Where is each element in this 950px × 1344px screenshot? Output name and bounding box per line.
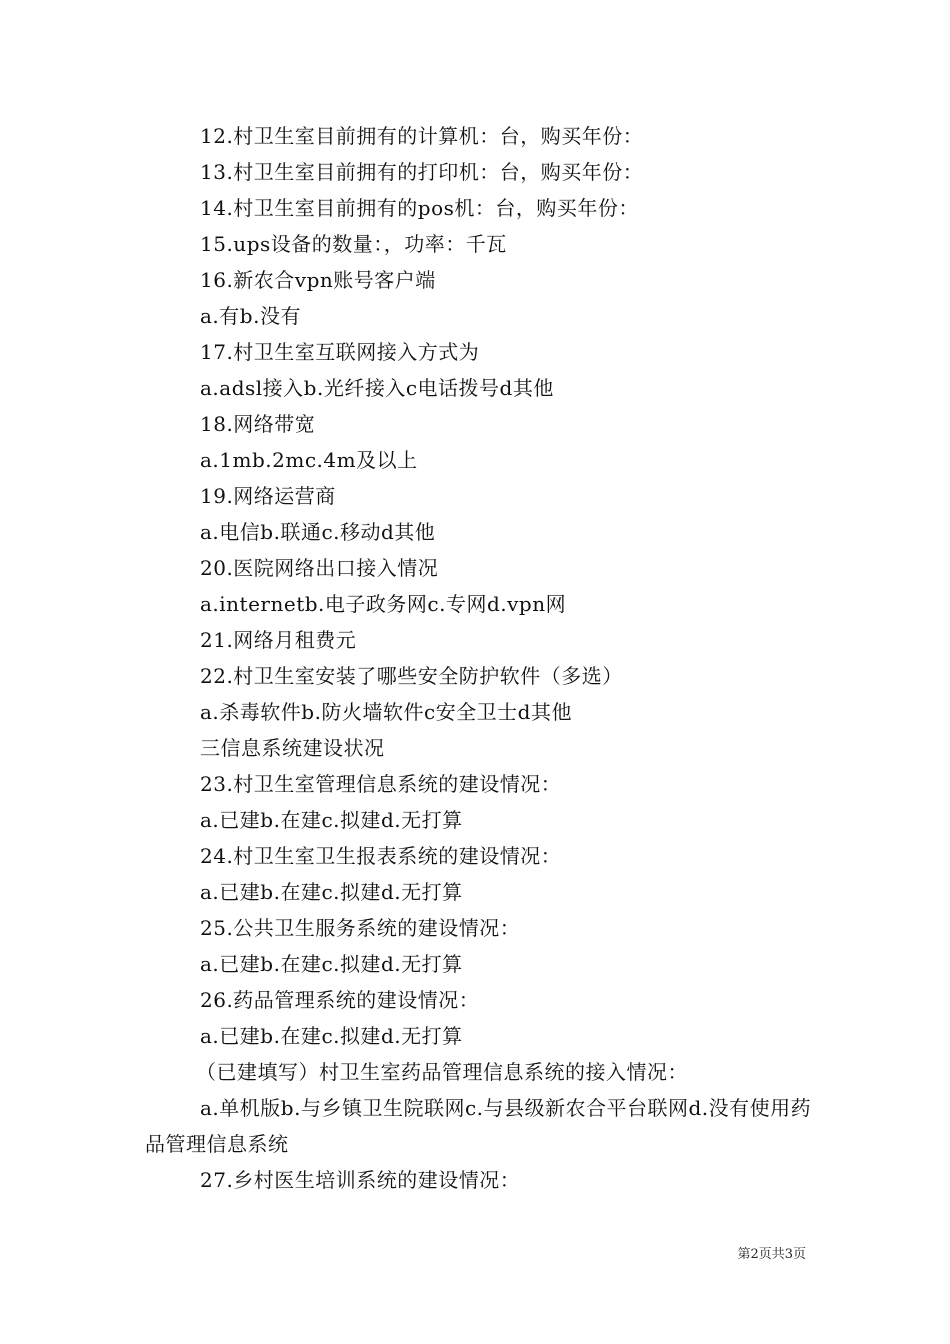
question-23: 23.村卫生室管理信息系统的建设情况： <box>200 772 562 796</box>
answer-options-20: a.internetb.电子政务网c.专网d.vpn网 <box>200 592 567 616</box>
question-19: 19.网络运营商 <box>200 484 336 508</box>
answer-options-23: a.已建b.在建c.拟建d.无打算 <box>200 808 463 832</box>
answer-options-25: a.已建b.在建c.拟建d.无打算 <box>200 952 463 976</box>
question-24: 24.村卫生室卫生报表系统的建设情况： <box>200 844 562 868</box>
answer-options-26-followup: a.单机版b.与乡镇卫生院联网c.与县级新农合平台联网d.没有使用药品管理信息系统 <box>145 1096 812 1156</box>
question-14: 14.村卫生室目前拥有的pos机：台，购买年份： <box>200 196 639 220</box>
question-26: 26.药品管理系统的建设情况： <box>200 988 480 1012</box>
question-22: 22.村卫生室安装了哪些安全防护软件（多选） <box>200 664 623 688</box>
answer-options-22: a.杀毒软件b.防火墙软件c安全卫士d其他 <box>200 700 572 724</box>
answer-options-26: a.已建b.在建c.拟建d.无打算 <box>200 1024 463 1048</box>
answer-options-19: a.电信b.联通c.移动d其他 <box>200 520 436 544</box>
question-18: 18.网络带宽 <box>200 412 316 436</box>
document-body <box>0 118 950 1198</box>
answer-options-17: a.adsl接入b.光纤接入c电话拨号d其他 <box>200 376 554 400</box>
question-27: 27.乡村医生培训系统的建设情况： <box>200 1168 521 1192</box>
question-15: 15.ups设备的数量：，功率：千瓦 <box>200 232 507 256</box>
answer-options-24: a.已建b.在建c.拟建d.无打算 <box>200 880 463 904</box>
question-12: 12.村卫生室目前拥有的计算机：台，购买年份： <box>200 124 644 148</box>
question-13: 13.村卫生室目前拥有的打印机：台，购买年份： <box>200 160 644 184</box>
answer-options-16: a.有b.没有 <box>200 304 301 328</box>
question-17: 17.村卫生室互联网接入方式为 <box>200 340 480 364</box>
question-16: 16.新农合vpn账号客户端 <box>200 268 436 292</box>
question-20: 20.医院网络出口接入情况 <box>200 556 439 580</box>
page-number: 第2页共3页 <box>737 1247 806 1262</box>
question-26-followup: （已建填写）村卫生室药品管理信息系统的接入情况： <box>196 1060 688 1084</box>
question-21: 21.网络月租费元 <box>200 628 357 652</box>
question-25: 25.公共卫生服务系统的建设情况： <box>200 916 521 940</box>
section-heading: 三信息系统建设状况 <box>200 736 385 760</box>
answer-options-18: a.1mb.2mc.4m及以上 <box>200 448 418 472</box>
